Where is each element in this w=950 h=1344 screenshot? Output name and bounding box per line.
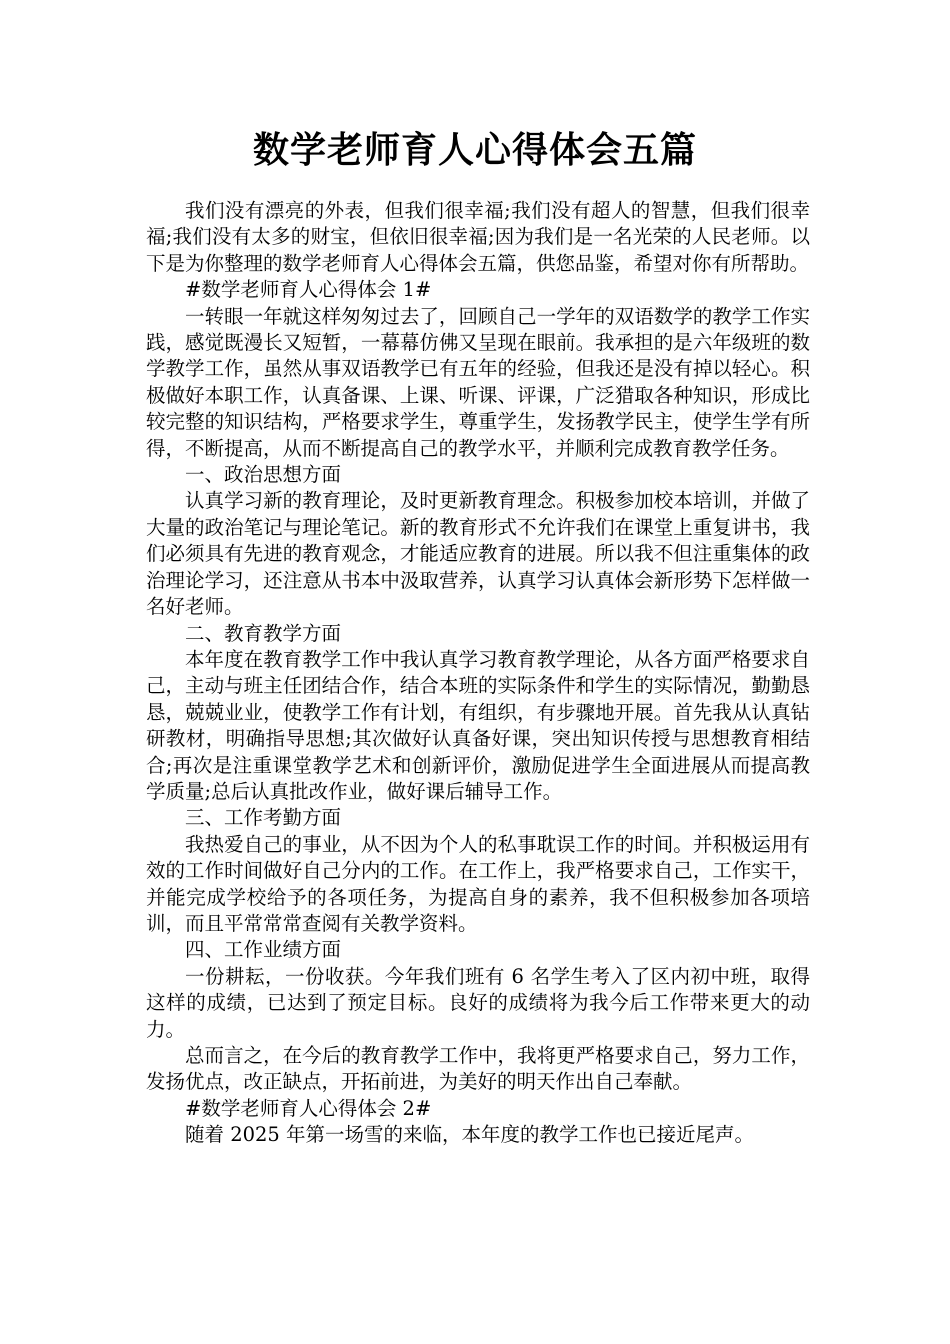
document-title: 数学老师育人心得体会五篇 <box>252 129 697 171</box>
intro-paragraph: 我们没有漂亮的外表，但我们很幸福;我们没有超人的智慧，但我们很幸福;我们没有太多的财宝，但依旧很幸福;因为我们是一名光荣的人民老师。以下是为你整理的数学老师育人心得体会五篇，供您品鉴，希望对你有所帮助。 <box>146 199 810 275</box>
section-heading-2: #数学老师育人心得体会 2# <box>185 1096 432 1120</box>
body-paragraph: 一转眼一年就这样匆匆过去了，回顾自己一学年的双语数学的教学工作实践，感觉既漫长又短暂，一幕幕仿佛又呈现在眼前。我承担的是六年级班的数学教学工作，虽然从事双语教学已有五年的经验，但我还是没有掉以轻心。积极做好本职工作，认真备课、上课、听课、评课，广泛猎取各种知识，形成比较完整的知识结构，严格要求学生，尊重学生，发扬教学民主，使学生学有所得，不断提高，从而不断提高自己的教学水平，并顺利完成教育教学任务。 <box>146 304 810 460</box>
body-paragraph: 总而言之，在今后的教育教学工作中，我将更严格要求自己，努力工作，发扬优点，改正缺点，开拓前进，为美好的明天作出自己奉献。 <box>146 1044 810 1094</box>
subheading-politics: 一、政治思想方面 <box>185 463 342 487</box>
body-paragraph: 认真学习新的教育理论，及时更新教育理念。积极参加校本培训，并做了大量的政治笔记与理论笔记。新的教育形式不允许我们在课堂上重复讲书，我们必须具有先进的教育观念，才能适应教育的进展。所以我不但注重集体的政治理论学习，还注意从书本中汲取营养，认真学习认真体会新形势下怎样做一名好老师。 <box>146 489 810 619</box>
subheading-achievement: 四、工作业绩方面 <box>185 938 342 962</box>
subheading-teaching: 二、教育教学方面 <box>185 621 342 645</box>
subheading-attendance: 三、工作考勤方面 <box>185 806 342 830</box>
body-paragraph: 随着 2025 年第一场雪的来临，本年度的教学工作也已接近尾声。 <box>185 1123 755 1147</box>
section-heading-1: #数学老师育人心得体会 1# <box>185 278 432 302</box>
document-body <box>146 198 810 1149</box>
body-paragraph: 我热爱自己的事业，从不因为个人的私事耽误工作的时间。并积极运用有效的工作时间做好自己分内的工作。在工作上，我严格要求自己，工作实干，并能完成学校给予的各项任务，为提高自身的素养，我不但积极参加各项培训，而且平常常常查阅有关教学资料。 <box>146 832 810 935</box>
body-paragraph: 本年度在教育教学工作中我认真学习教育教学理论，从各方面严格要求自己，主动与班主任团结合作，结合本班的实际条件和学生的实际情况，勤勤恳恳，兢兢业业，使教学工作有计划，有组织，有步骤地开展。首先我从认真钻研教材，明确指导思想;其次做好认真备好课，突出知识传授与思想教育相结合;再次是注重课堂教学艺术和创新评价，激励促进学生全面进展从而提高教学质量;总后认真批改作业，做好课后辅导工作。 <box>146 647 810 803</box>
body-paragraph: 一份耕耘，一份收获。今年我们班有 6 名学生考入了区内初中班，取得这样的成绩，已达到了预定目标。良好的成绩将为我今后工作带来更大的动力。 <box>146 964 810 1041</box>
